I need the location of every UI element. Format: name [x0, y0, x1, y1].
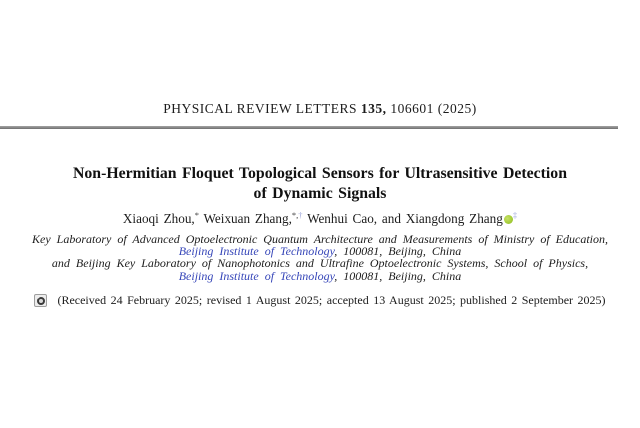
affiliation-text: Key Laboratory of Advanced Optoelectronic Quantum Architecture and Measurements of Ministry of Education, — [31, 232, 609, 246]
affiliation-line — [0, 270, 640, 282]
authors-conjunction: and — [381, 211, 401, 226]
article-number-and-year: 106601 (2025) — [390, 101, 477, 116]
publication-history-text: (Received 24 February 2025; revised 1 August 2025; accepted 13 August 2025; published 2 September 2025) — [57, 293, 606, 307]
header-divider-rule — [0, 126, 618, 129]
journal-volume: 135, — [360, 101, 387, 116]
orcid-id-icon[interactable] — [504, 215, 513, 224]
affiliation-text: and Beijing Key Laboratory of Nanophotonics and Ultrafine Optoelectronic Systems, School of Physics, — [51, 256, 589, 271]
journal-name: PHYSICAL REVIEW LETTERS — [163, 101, 357, 116]
institution-link[interactable]: Beijing Institute of Technology — [178, 268, 335, 283]
author-name: Xiangdong Zhang — [405, 211, 503, 226]
footnote-marker-dagger[interactable]: † — [298, 210, 303, 220]
footnote-marker-asterisk[interactable]: * — [194, 210, 199, 220]
institution-link[interactable]: Beijing Institute of Technology — [178, 244, 335, 259]
footnote-marker-asterisk[interactable]: *, — [291, 210, 299, 220]
author-name: Wenhui Cao, — [307, 211, 378, 226]
affiliation-text: , 100081, Beijing, China — [334, 268, 462, 283]
journal-running-head — [0, 101, 640, 117]
crossmark-check-for-updates-icon[interactable] — [34, 294, 47, 307]
author-name: Weixuan Zhang, — [203, 211, 292, 226]
authors-line — [0, 211, 640, 227]
author-name: Xiaoqi Zhou, — [122, 211, 195, 226]
footnote-marker-double-dagger[interactable]: ‡ — [512, 210, 518, 220]
publication-history-row — [0, 293, 640, 308]
article-title-line1: Non-Hermitian Floquet Topological Sensors for Ultrasensitive Detection — [73, 165, 567, 182]
affiliations-block — [0, 233, 640, 282]
article-title — [0, 164, 640, 203]
affiliation-text: , 100081, Beijing, China — [334, 244, 462, 259]
article-title-line2: of Dynamic Signals — [253, 184, 387, 202]
